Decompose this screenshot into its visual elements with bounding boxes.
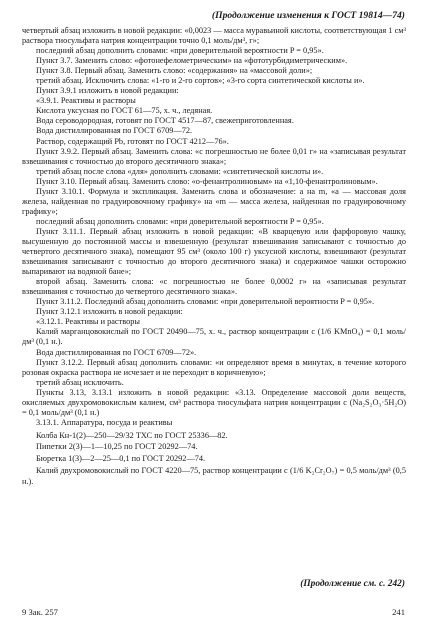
paragraph: Пункт 3.12.2. Первый абзац дополнить словами: «и определяют время в минутах, в течение которого розовая окраска раствора не исчезает и не переходит в коричневую»; <box>22 357 406 377</box>
print-order-number: 9 Зак. 257 <box>22 607 58 617</box>
paragraph: Калий двухромовокислый по ГОСТ 4220—75, раствор концентрации c (1/6 K₂Cr₂O₇) = 0,5 моль/дм³ (0,5 н.). <box>22 465 406 487</box>
paragraph: третий абзац после слова «для» дополнить словами: «синтетической кислоты и». <box>36 166 324 176</box>
paragraph: Вода дистиллированная по ГОСТ 6709—72. <box>36 126 193 136</box>
paragraph: Пункт 3.10.1. Формула и экспликация. Заменить слова и обозначение: a на m, «a — массовая доля железа, найденная по градуировочному графику» на «m — масса железа, найденная по градуировочному графику»; <box>22 186 406 216</box>
paragraph: Пункт 3.12.1 изложить в новой редакции: <box>36 307 183 317</box>
continued-note: (Продолжение см. с. 242) <box>300 579 405 589</box>
paragraph: Вода дистиллированная по ГОСТ 6709—72». <box>36 347 197 357</box>
paragraph: Кислота уксусная по ГОСТ 61—75, х. ч., ледяная. <box>36 106 213 116</box>
paragraph: Пункт 3.11.2. Последний абзац дополнить словами: «при доверительной вероятности P = 0,95». <box>36 297 375 307</box>
paragraph: третий абзац исключить. <box>36 377 124 387</box>
paragraph: «3.9.1. Реактивы и растворы <box>36 96 136 106</box>
paragraph: Бюретка 1(3)—2—25—0,1 по ГОСТ 20292—74. <box>36 454 206 464</box>
paragraph: Пункт 3.7. Заменить слово: «фотонефелометрическим» на «фототурбидиметрическим». <box>36 56 348 66</box>
paragraph: Пункт 3.8. Первый абзац. Заменить слово: «содержания» на «массовой доли»; <box>36 66 313 76</box>
paragraph: Раствор, содержащий Pb, готовят по ГОСТ 4212—76». <box>36 136 229 146</box>
paragraph: Колба Кн-1(2)—250—29/32 ТХС по ГОСТ 25336—82. <box>36 430 228 440</box>
paragraph: Пипетки 2(3)—1—10,25 по ГОСТ 20292—74. <box>36 442 198 452</box>
paragraph: последний абзац дополнить словами: «при доверительной вероятности P = 0,95». <box>36 216 324 226</box>
paragraph: Пункт 3.10. Первый абзац. Заменить слово: «о-фенантролиновым» на «1,10-фенантролиновым». <box>36 176 378 186</box>
page-number: 241 <box>392 607 405 617</box>
paragraph: четвертый абзац изложить в новой редакции: «0,0023 — масса муравьиной кислоты, соответствующая 1 см³ раствора тиосульфата натрия концентрации точно 0,1 моль/дм³, г»; <box>22 26 406 46</box>
paragraph: «3.12.1. Реактивы и растворы <box>36 317 140 327</box>
paragraph: последний абзац дополнить словами: «при доверительной вероятности P = 0,95». <box>36 46 324 56</box>
paragraph: 3.13.1. Аппаратура, посуда и реактивы <box>36 417 173 427</box>
paragraph: Вода сероводородная, готовят по ГОСТ 4517—87, свежеприготовленная. <box>36 116 294 126</box>
paragraph: второй абзац. Заменить слова: «с погрешностью не более 0,0002 г» на «записывая результат взвешивания с точностью до четвертого десятичного знака». <box>22 277 406 297</box>
paragraph: Пункт 3.11.1. Первый абзац изложить в новой редакции: «В кварцевую или фарфоровую чашку, высушенную до постоянной массы и взвешенную (результат взвешивания записывают с точностью до четвертого десятичного знака), помещают 95 см³ (около 100 г) уксусной кислоты, взвешивают (результат взвешивания записывают с точностью до второго десятичного знака) и содержимое чашки осторожно выпаривают на водяной бане»; <box>22 226 406 277</box>
running-header: (Продолжение изменения к ГОСТ 19814—74) <box>211 10 405 21</box>
paragraph: третий абзац. Исключить слова: «1-го и 2-го сортов»; «3-го сорта синтетической кислоты и». <box>36 76 365 86</box>
paragraph: Пункты 3.13, 3.13.1 изложить в новой редакции: «3.13. Определение массовой доли веществ, окисляемых двухромовокислым калием, см³ раствора тиосульфата натрия концентрации c (Na₂S₂O₃·5H₂O) = 0,1 моль/дм³ (0,1 н.) <box>22 387 406 417</box>
body-text <box>22 26 406 488</box>
paragraph: Калий марганцовокислый по ГОСТ 20490—75, х. ч., раствор концентрации c (1/6 KMnO₄) = 0,1 моль/дм³ (0,1 н.). <box>22 327 406 347</box>
paragraph: Пункт 3.9.2. Первый абзац. Заменить слова: «с погрешностью не более 0,01 г» на «записывая результат взвешивания с точностью до второго десятичного знака»; <box>22 146 406 166</box>
paragraph: Пункт 3.9.1 изложить в новой редакции: <box>36 86 179 96</box>
